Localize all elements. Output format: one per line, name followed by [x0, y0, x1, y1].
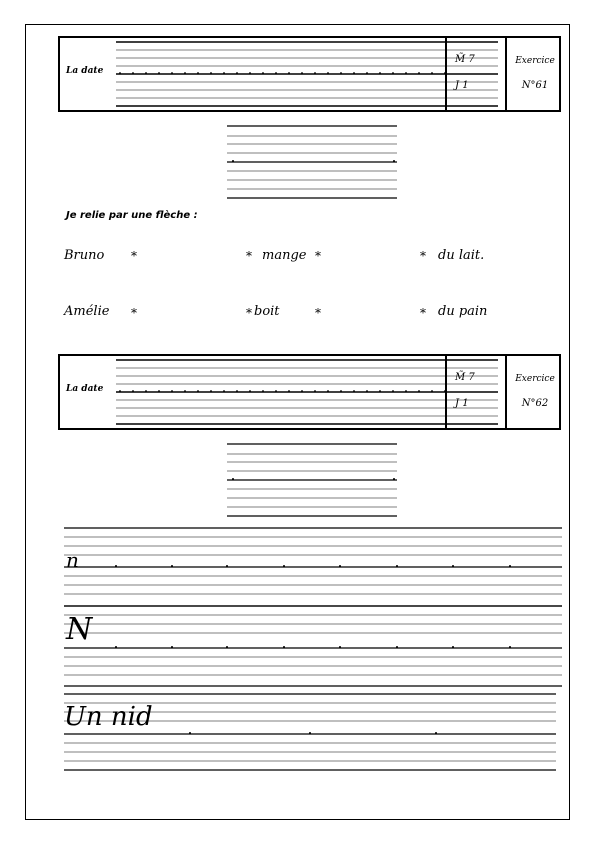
exercise-column — [505, 356, 561, 428]
matching-word-bruno: Bruno — [64, 248, 105, 263]
match-dot[interactable]: * — [420, 249, 426, 263]
date-ruled-lines — [116, 38, 498, 110]
model-letter-n: n — [66, 548, 79, 572]
exercise-label: Exercice — [515, 56, 555, 66]
matching-word-boit: boit — [254, 304, 280, 319]
writing-lines-n — [64, 526, 562, 610]
date-label: La date — [66, 384, 104, 394]
code-column — [445, 38, 505, 110]
m-code: M̃ 7 — [455, 54, 475, 65]
matching-word-amelie: Amélie — [64, 304, 110, 319]
date-label: La date — [66, 66, 104, 76]
title-writing-lines — [227, 442, 397, 518]
code-column — [445, 356, 505, 428]
model-letter-N: N — [66, 612, 93, 647]
date-ruled-lines — [116, 356, 498, 428]
exercise-number: N°62 — [521, 398, 549, 409]
match-dot[interactable]: * — [131, 249, 137, 263]
exercise-number: N°61 — [521, 80, 549, 91]
exercise-header-62 — [58, 354, 561, 430]
m-code: M̃ 7 — [455, 372, 475, 383]
match-dot[interactable]: * — [315, 306, 321, 320]
j-code: J 1 — [455, 80, 469, 91]
matching-word-du-pain: du pain — [438, 304, 488, 319]
match-dot[interactable]: * — [131, 306, 137, 320]
matching-word-mange: mange — [262, 248, 307, 263]
j-code: J 1 — [455, 398, 469, 409]
exercise-label: Exercice — [515, 374, 555, 384]
match-dot[interactable]: * — [315, 249, 321, 263]
match-dot[interactable]: * — [420, 306, 426, 320]
instruction-text: Je relie par une flèche : — [66, 210, 198, 221]
match-dot[interactable]: * — [246, 306, 252, 320]
exercise-header-61 — [58, 36, 561, 112]
match-dot[interactable]: * — [246, 249, 252, 263]
model-word-un-nid: Un nid — [64, 702, 153, 732]
title-writing-lines — [227, 124, 397, 200]
matching-word-du-lait: du lait. — [438, 248, 485, 263]
writing-lines-N — [64, 604, 562, 688]
exercise-column — [505, 38, 561, 110]
